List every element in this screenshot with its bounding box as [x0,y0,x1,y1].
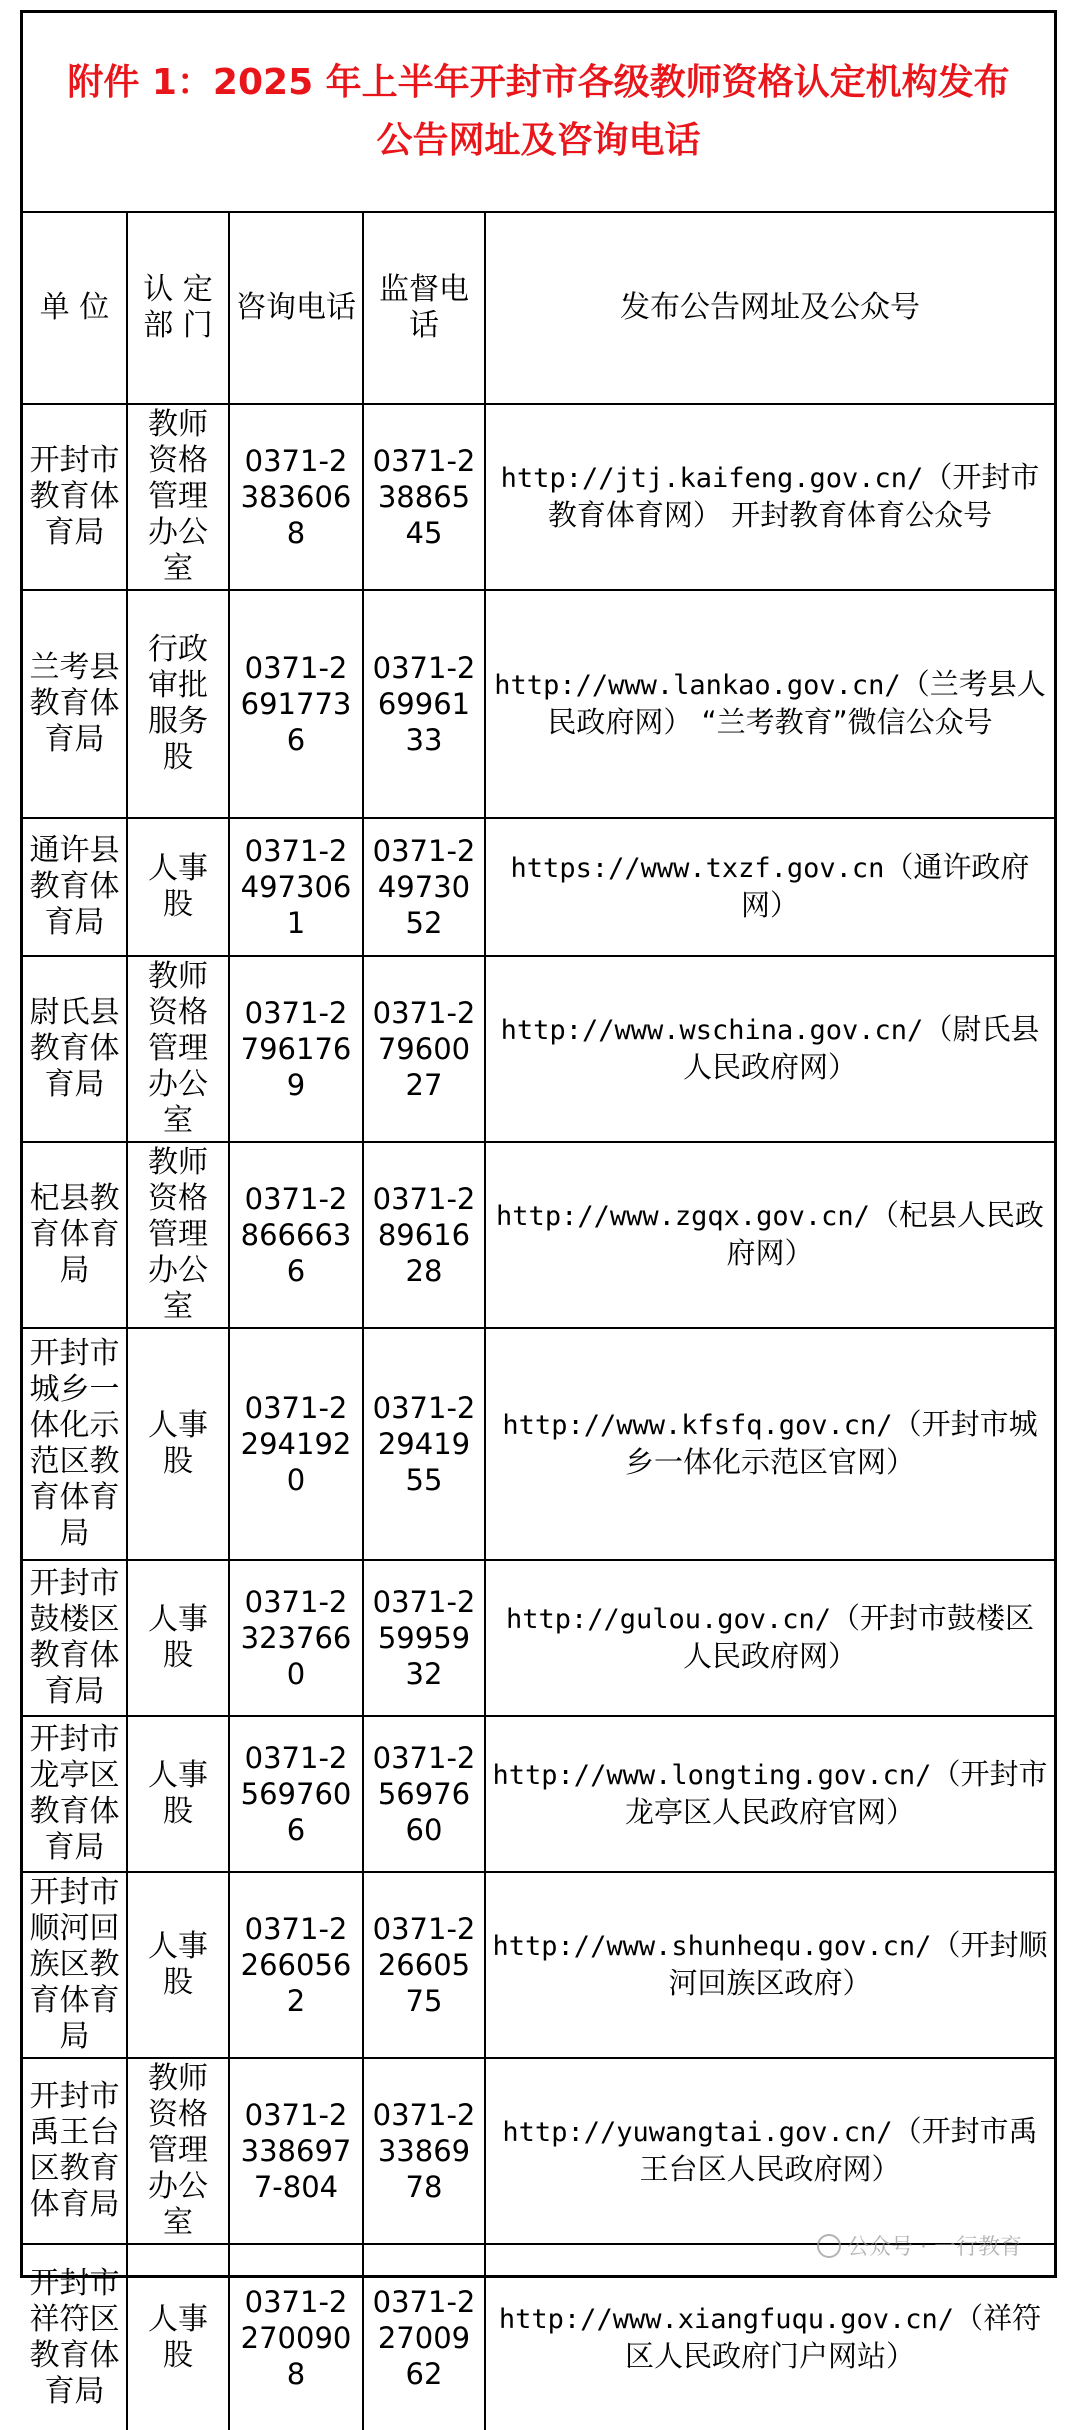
header-supervise: 监督电话 [363,213,485,404]
phone-cell: 0371-22700908 [229,2244,363,2430]
unit-cell: 开封市禹王台区教育体育局 [23,2058,127,2244]
website-description: （祥符区人民政府门户网站） [624,2300,1042,2373]
table-row [23,1560,1054,1716]
unit-cell: 兰考县教育体育局 [23,590,127,818]
supervise-phone-cell: 0371-25995932 [363,1560,485,1716]
website-description: （开封市教育体育网） 开封教育体育公众号 [547,460,1040,532]
website-description: （开封市禹王台区人民政府网） [639,2114,1038,2186]
unit-cell: 开封市教育体育局 [23,404,127,590]
document-title [23,13,1054,213]
dept-cell: 行政审批服务股 [127,590,229,818]
website-link[interactable]: http://www.wschina.gov.cn/ [500,1015,924,1046]
website-description: （开封市鼓楼区人民政府网） [682,1601,1035,1673]
dept-cell: 人事股 [127,1560,229,1716]
unit-cell: 开封市鼓楼区教育体育局 [23,1560,127,1716]
header-dept: 认 定 部 门 [127,213,229,404]
header-unit: 单 位 [23,213,127,404]
website-link[interactable]: http://yuwangtai.gov.cn/ [502,2117,893,2148]
dept-cell: 教师资格管理办公室 [127,404,229,590]
website-link[interactable]: http://www.shunhequ.gov.cn/ [492,1931,932,1962]
url-cell [485,2058,1054,2244]
phone-cell: 0371-25697606 [229,1716,363,1872]
dept-cell: 人事股 [127,2244,229,2430]
supervise-phone-cell: 0371-26996133 [363,590,485,818]
table-row [23,2244,1054,2430]
website-description: （开封市城乡一体化示范区官网） [624,1407,1038,1479]
table-row [23,818,1054,956]
website-description: （尉氏县人民政府网） [682,1012,1040,1084]
table-row [23,1872,1054,2058]
supervise-phone-cell: 0371-25697660 [363,1716,485,1872]
url-cell [485,2244,1054,2430]
supervise-phone-cell: 0371-22700962 [363,2244,485,2430]
website-link[interactable]: http://www.kfsfq.gov.cn/ [502,1410,893,1441]
dept-cell: 教师资格管理办公室 [127,2058,229,2244]
website-link[interactable]: http://jtj.kaifeng.gov.cn/ [500,463,924,494]
institution-table [23,213,1054,2430]
table-header-row [23,213,1054,404]
url-cell [485,1560,1054,1716]
dept-cell: 人事股 [127,1328,229,1560]
unit-cell: 开封市龙亭区教育体育局 [23,1716,127,1872]
title-line-1: 附件 1：2025 年上半年开封市各级教师资格认定机构发布 [67,62,1010,103]
supervise-phone-cell: 0371-22660575 [363,1872,485,2058]
unit-cell: 杞县教育体育局 [23,1142,127,1328]
unit-cell: 通许县教育体育局 [23,818,127,956]
title-line-2: 公告网址及咨询电话 [376,120,701,161]
table-row [23,1328,1054,1560]
table-row [23,2058,1054,2244]
url-cell [485,818,1054,956]
dept-cell: 教师资格管理办公室 [127,1142,229,1328]
url-cell [485,590,1054,818]
header-phone: 咨询电话 [229,213,363,404]
phone-cell: 0371-22660562 [229,1872,363,2058]
phone-cell: 0371-26917736 [229,590,363,818]
table-row [23,956,1054,1142]
wechat-icon [817,2234,841,2258]
website-link[interactable]: http://www.lankao.gov.cn/ [494,670,901,701]
document-sheet [20,10,1057,2409]
dept-cell: 教师资格管理办公室 [127,956,229,1142]
watermark-text: 公众号 · 一行教育 [847,2235,1022,2260]
website-description: （通许政府网） [740,850,1030,922]
header-url: 发布公告网址及公众号 [485,213,1054,404]
website-description: （开封市龙亭区人民政府官网） [624,1757,1048,1829]
supervise-phone-cell: 0371-23386978 [363,2058,485,2244]
supervise-phone-cell: 0371-27960027 [363,956,485,1142]
table-row [23,1142,1054,1328]
website-link[interactable]: https://www.txzf.gov.cn [510,853,885,884]
url-cell [485,956,1054,1142]
phone-cell: 0371-27961769 [229,956,363,1142]
dept-cell: 人事股 [127,818,229,956]
url-cell [485,1142,1054,1328]
phone-cell: 0371-28666636 [229,1142,363,1328]
supervise-phone-cell: 0371-22941955 [363,1328,485,1560]
website-link[interactable]: http://www.zgqx.gov.cn/ [496,1201,870,1232]
supervise-phone-cell: 0371-28961628 [363,1142,485,1328]
unit-cell: 尉氏县教育体育局 [23,956,127,1142]
unit-cell: 开封市顺河回族区教育体育局 [23,1872,127,2058]
supervise-phone-cell: 0371-23886545 [363,404,485,590]
website-link[interactable]: http://www.xiangfuqu.gov.cn/ [498,2303,955,2335]
phone-cell: 0371-23836068 [229,404,363,590]
url-cell [485,1328,1054,1560]
website-description: （兰考县人民政府网） “兰考教育”微信公众号 [547,667,1046,739]
url-cell [485,1716,1054,1872]
website-link[interactable]: http://www.longting.gov.cn/ [492,1760,932,1791]
website-description: （杞县人民政府网） [726,1198,1044,1270]
phone-cell: 0371-22941920 [229,1328,363,1560]
website-description: （开封顺河回族区政府） [668,1928,1048,2000]
watermark [817,2230,1022,2261]
unit-cell: 开封市祥符区教育体育局 [23,2244,127,2430]
phone-cell: 0371-23386977-804 [229,2058,363,2244]
url-cell [485,1872,1054,2058]
table-row [23,404,1054,590]
table-row [23,1716,1054,1872]
website-link[interactable]: http://gulou.gov.cn/ [505,1604,832,1635]
table-row [23,590,1054,818]
dept-cell: 人事股 [127,1872,229,2058]
supervise-phone-cell: 0371-24973052 [363,818,485,956]
url-cell [485,404,1054,590]
phone-cell: 0371-24973061 [229,818,363,956]
unit-cell: 开封市城乡一体化示范区教育体育局 [23,1328,127,1560]
dept-cell: 人事股 [127,1716,229,1872]
phone-cell: 0371-23237660 [229,1560,363,1716]
